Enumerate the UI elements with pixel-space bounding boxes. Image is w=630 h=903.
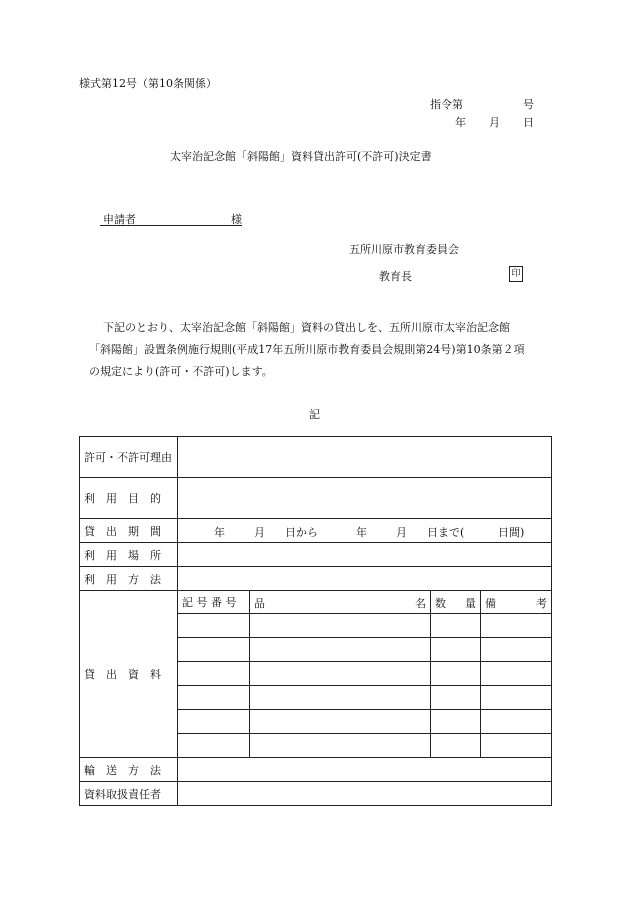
- row-period: [80, 519, 552, 543]
- period-month-2: 月: [396, 526, 407, 539]
- material-qty-cell[interactable]: [431, 734, 481, 758]
- detail-table: [79, 436, 552, 806]
- header-note-right: 考: [536, 597, 547, 610]
- period-month-1: 月: [254, 526, 265, 539]
- applicant-label: 申請者: [103, 213, 136, 226]
- header-name-left: 品: [254, 597, 265, 610]
- material-qty-cell[interactable]: [431, 614, 481, 638]
- period-day-1: 日から: [285, 526, 318, 539]
- material-code-cell[interactable]: [178, 710, 250, 734]
- material-note-cell[interactable]: [481, 662, 552, 686]
- ki-heading: 記: [309, 408, 320, 421]
- period-day-2: 日まで(: [427, 526, 465, 539]
- date-month: 月: [489, 116, 500, 129]
- applicant-honorific: 様: [231, 213, 242, 226]
- field-transport[interactable]: [178, 758, 552, 782]
- material-note-cell[interactable]: [481, 686, 552, 710]
- header-note: [481, 591, 552, 614]
- row-reason: [80, 437, 552, 478]
- material-name-cell[interactable]: [250, 614, 431, 638]
- applicant-underline: [100, 225, 242, 226]
- header-note-left: 備: [485, 597, 496, 610]
- issuer-role: 教育長: [379, 270, 412, 283]
- label-purpose: 利 用 目 的: [80, 478, 178, 519]
- material-note-cell[interactable]: [481, 614, 552, 638]
- material-note-cell[interactable]: [481, 734, 552, 758]
- label-period: 貸 出 期 間: [80, 519, 178, 543]
- body-line-2: 「斜陽館」設置条例施行規則(平成17年五所川原市教育委員会規則第24号)第10条第２項: [89, 343, 525, 356]
- label-method: 利 用 方 法: [80, 567, 178, 591]
- directive-label: 指令第: [430, 98, 463, 111]
- period-year-2: 年: [356, 526, 367, 539]
- label-manager: 資料取扱責任者: [80, 782, 178, 806]
- form-number: 様式第12号（第10条関係）: [79, 77, 217, 90]
- field-period[interactable]: [178, 519, 552, 543]
- row-manager: [80, 782, 552, 806]
- field-manager[interactable]: [178, 782, 552, 806]
- seal-box: 印: [509, 266, 523, 282]
- header-qty: [431, 591, 481, 614]
- material-name-cell[interactable]: [250, 662, 431, 686]
- label-place: 利 用 場 所: [80, 543, 178, 567]
- row-purpose: [80, 478, 552, 519]
- material-qty-cell[interactable]: [431, 638, 481, 662]
- row-transport: [80, 758, 552, 782]
- header-name-right: 名: [415, 597, 426, 610]
- materials-header-row: [80, 591, 552, 614]
- body-line-1: 下記のとおり、太宰治記念館「斜陽館」資料の貸出しを、五所川原市太宰治記念館: [103, 321, 510, 334]
- row-method: [80, 567, 552, 591]
- header-code: 記 号 番 号: [178, 591, 250, 614]
- date-day: 日: [523, 116, 534, 129]
- label-transport: 輸 送 方 法: [80, 758, 178, 782]
- field-reason[interactable]: [178, 437, 552, 478]
- field-method[interactable]: [178, 567, 552, 591]
- label-reason: 許可・不許可理由: [80, 437, 178, 478]
- material-qty-cell[interactable]: [431, 662, 481, 686]
- row-place: [80, 543, 552, 567]
- header-qty-left: 数: [435, 597, 446, 610]
- header-qty-right: 量: [465, 597, 476, 610]
- material-code-cell[interactable]: [178, 734, 250, 758]
- date-year: 年: [455, 116, 466, 129]
- material-name-cell[interactable]: [250, 710, 431, 734]
- document-title: 太宰治記念館「斜陽館」資料貸出許可(不許可)決定書: [170, 150, 432, 163]
- material-qty-cell[interactable]: [431, 686, 481, 710]
- material-code-cell[interactable]: [178, 686, 250, 710]
- material-qty-cell[interactable]: [431, 710, 481, 734]
- issuer-org: 五所川原市教育委員会: [349, 243, 459, 256]
- material-code-cell[interactable]: [178, 662, 250, 686]
- material-code-cell[interactable]: [178, 638, 250, 662]
- body-line-3: の規定により(許可・不許可)します。: [89, 365, 273, 378]
- field-place[interactable]: [178, 543, 552, 567]
- material-name-cell[interactable]: [250, 686, 431, 710]
- header-name: [250, 591, 431, 614]
- material-note-cell[interactable]: [481, 638, 552, 662]
- material-name-cell[interactable]: [250, 638, 431, 662]
- material-name-cell[interactable]: [250, 734, 431, 758]
- label-materials: 貸 出 資 料: [80, 591, 178, 758]
- period-year-1: 年: [214, 526, 225, 539]
- directive-suffix: 号: [523, 98, 534, 111]
- material-code-cell[interactable]: [178, 614, 250, 638]
- material-note-cell[interactable]: [481, 710, 552, 734]
- field-purpose[interactable]: [178, 478, 552, 519]
- period-days: 日間): [498, 526, 525, 539]
